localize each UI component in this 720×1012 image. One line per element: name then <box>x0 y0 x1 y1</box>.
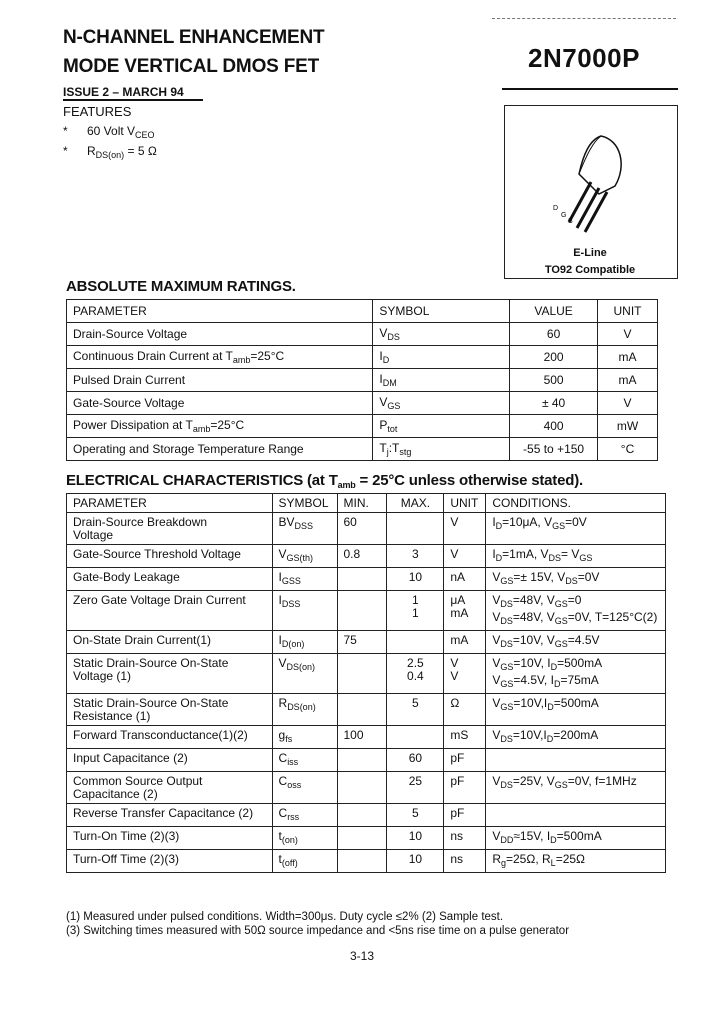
unit-cell <box>444 827 486 850</box>
symbol-cell <box>272 749 337 772</box>
max-cell <box>387 850 444 873</box>
conditions-cell <box>486 726 666 749</box>
table-row <box>67 726 666 749</box>
feature-subscript: DS(on) <box>95 150 125 160</box>
unit-cell <box>444 804 486 827</box>
footnote-1: (1) Measured under pulsed conditions. Width=300μs. Duty cycle ≤2% (2) Sample test. <box>66 911 504 923</box>
max-cell <box>387 545 444 568</box>
unit-value-2: mA <box>450 606 469 620</box>
parameter-suffix: =25°C <box>250 349 285 363</box>
table-row <box>67 827 666 850</box>
max-cell <box>387 631 444 654</box>
parameter-line-1: Turn-Off Time (2)(3) <box>73 852 180 866</box>
table-row <box>67 346 658 369</box>
parameter-suffix: =25°C <box>210 418 245 432</box>
min-cell <box>337 568 387 591</box>
header-unit: UNIT <box>598 300 658 323</box>
symbol-text-2: :T <box>388 441 400 455</box>
symbol-cell <box>272 513 337 545</box>
table-row <box>67 772 666 804</box>
symbol-cell <box>272 631 337 654</box>
condition-line-1: $V_{DS}=48V$, $V_{GS}=0$ <box>492 593 582 609</box>
symbol-cell <box>272 545 337 568</box>
symbol-subscript: D(on) <box>281 639 305 649</box>
header-parameter: PARAMETER <box>67 494 273 513</box>
parameter-text: Continuous Drain Current at T <box>73 349 233 363</box>
max-value: 10 <box>408 570 423 584</box>
condition-line-1: $V_{DS}=10V,I_D=200mA$ <box>492 728 599 744</box>
max-cell <box>387 568 444 591</box>
parameter-cell <box>67 438 373 461</box>
abs-max-table <box>66 299 658 461</box>
parameter-line-2: Capacitance (2) <box>73 787 158 801</box>
parameter-cell <box>67 827 273 850</box>
unit-cell: V <box>598 323 658 346</box>
unit-cell <box>444 850 486 873</box>
symbol-subscript: DSS <box>281 599 301 609</box>
max-value: 25 <box>408 774 423 788</box>
symbol-text: T <box>379 441 387 455</box>
unit-value: ns <box>450 852 464 866</box>
max-value: 2.5 <box>407 656 424 670</box>
value-cell: -55 to +150 <box>510 438 598 461</box>
table-row <box>67 749 666 772</box>
conditions-cell <box>486 850 666 873</box>
unit-cell <box>444 513 486 545</box>
min-cell <box>337 804 387 827</box>
table-row <box>67 850 666 873</box>
max-value: 1 <box>412 593 419 607</box>
symbol-text: I <box>379 372 383 386</box>
header-max: MAX. <box>387 494 444 513</box>
max-value: 5 <box>412 806 419 820</box>
min-cell: 75 <box>337 631 387 654</box>
feature-bullet: * <box>63 124 68 138</box>
parameter-text: Gate-Source Voltage <box>73 396 185 410</box>
conditions-cell <box>486 804 666 827</box>
condition-line-2: $V_{GS}=4.5V$, $I_D=75mA$ <box>492 673 599 689</box>
min-cell <box>337 654 387 694</box>
title-line-2: MODE VERTICAL DMOS FET <box>63 56 319 77</box>
conditions-cell <box>486 827 666 850</box>
features-heading: FEATURES <box>63 104 132 119</box>
parameter-line-1: Forward Transconductance(1)(2) <box>73 728 248 742</box>
symbol-subscript: DM <box>382 378 397 388</box>
parameter-text: Drain-Source Voltage <box>73 327 188 341</box>
max-cell <box>387 827 444 850</box>
parameter-cell <box>67 392 373 415</box>
max-cell <box>387 726 444 749</box>
symbol-text: V <box>379 326 388 340</box>
issue-line: ISSUE 2 – MARCH 94 <box>63 85 184 99</box>
symbol-text: V <box>278 547 287 561</box>
unit-value: V <box>450 656 459 670</box>
unit-value: nA <box>450 570 466 584</box>
conditions-cell <box>486 772 666 804</box>
symbol-subscript: GS <box>387 401 401 411</box>
symbol-subscript: DS <box>387 332 400 342</box>
electrical-heading-sub: amb <box>337 480 356 490</box>
min-cell <box>337 772 387 804</box>
parameter-line-1: On-State Drain Current(1) <box>73 633 212 647</box>
parameter-text: Operating and Storage Temperature Range <box>73 442 304 456</box>
min-cell <box>337 694 387 726</box>
unit-cell <box>444 654 486 694</box>
symbol-subscript: (off) <box>281 858 298 868</box>
symbol-subscript: D <box>382 355 390 365</box>
symbol-subscript: oss <box>287 780 302 790</box>
symbol-cell <box>373 438 510 461</box>
parameter-cell <box>67 631 273 654</box>
table-row <box>67 415 658 438</box>
unit-cell <box>444 631 486 654</box>
condition-line-1: $V_{DS}=25V$, $V_{GS}=0V$, f=1MHz <box>492 774 637 790</box>
table-row <box>67 591 666 631</box>
max-value: 3 <box>412 547 419 561</box>
unit-value: pF <box>450 751 465 765</box>
symbol-text: I <box>278 593 282 607</box>
issue-rule <box>63 99 203 101</box>
conditions-cell <box>486 591 666 631</box>
symbol-text: V <box>379 395 388 409</box>
parameter-text: Power Dissipation at T <box>73 418 193 432</box>
parameter-subscript: amb <box>232 355 251 365</box>
max-cell <box>387 654 444 694</box>
table-header-row <box>67 494 666 513</box>
min-cell: 100 <box>337 726 387 749</box>
symbol-cell <box>272 568 337 591</box>
condition-line-1: $I_D=10\mu A$, $V_{GS}=0V$ <box>492 515 587 531</box>
abs-max-heading: ABSOLUTE MAXIMUM RATINGS. <box>66 278 296 295</box>
parameter-line-1: Common Source Output <box>73 774 203 788</box>
conditions-cell <box>486 749 666 772</box>
symbol-cell <box>373 369 510 392</box>
unit-cell: mW <box>598 415 658 438</box>
electrical-heading <box>66 472 583 490</box>
symbol-cell <box>272 850 337 873</box>
symbol-text: C <box>278 806 288 820</box>
parameter-cell <box>67 415 373 438</box>
parameter-cell <box>67 513 273 545</box>
unit-value: Ω <box>450 696 460 710</box>
part-number-rule <box>502 88 678 90</box>
feature-subscript: CEO <box>135 130 155 140</box>
symbol-text: C <box>278 774 288 788</box>
conditions-cell <box>486 545 666 568</box>
max-value: 60 <box>408 751 423 765</box>
symbol-cell <box>373 346 510 369</box>
symbol-cell <box>272 591 337 631</box>
value-cell: 400 <box>510 415 598 438</box>
unit-value: pF <box>450 774 465 788</box>
symbol-subscript: DS(on) <box>287 702 316 712</box>
condition-line-1: $R_g=25\Omega$, $R_L=25\Omega$ <box>492 852 586 868</box>
min-cell: 0.8 <box>337 545 387 568</box>
unit-cell: V <box>598 392 658 415</box>
feature-text: R <box>87 144 96 158</box>
conditions-cell <box>486 694 666 726</box>
unit-cell <box>444 749 486 772</box>
conditions-cell <box>486 654 666 694</box>
unit-value: V <box>450 547 459 561</box>
table-row <box>67 392 658 415</box>
parameter-line-1: Static Drain-Source On-State <box>73 656 229 670</box>
max-cell <box>387 591 444 631</box>
max-cell <box>387 513 444 545</box>
table-row <box>67 694 666 726</box>
symbol-subscript: (on) <box>281 835 298 845</box>
parameter-cell <box>67 850 273 873</box>
parameter-line-1: Input Capacitance (2) <box>73 751 188 765</box>
symbol-cell <box>272 827 337 850</box>
parameter-cell <box>67 545 273 568</box>
table-row <box>67 631 666 654</box>
abs-max-body <box>67 323 658 461</box>
conditions-cell <box>486 568 666 591</box>
value-cell: 60 <box>510 323 598 346</box>
symbol-cell <box>272 772 337 804</box>
unit-cell <box>444 772 486 804</box>
feature-suffix: = 5 Ω <box>124 144 157 158</box>
min-cell: 60 <box>337 513 387 545</box>
parameter-cell <box>67 369 373 392</box>
value-cell: ± 40 <box>510 392 598 415</box>
parameter-cell <box>67 323 373 346</box>
symbol-subscript: tot <box>387 424 398 434</box>
parameter-line-1: Gate-Source Threshold Voltage <box>73 547 241 561</box>
symbol-cell <box>272 804 337 827</box>
unit-cell <box>444 726 486 749</box>
unit-value: mA <box>450 633 469 647</box>
parameter-line-2: Voltage (1) <box>73 669 132 683</box>
table-header-row <box>67 300 658 323</box>
symbol-text: I <box>379 349 383 363</box>
max-cell <box>387 772 444 804</box>
unit-cell <box>444 591 486 631</box>
parameter-line-2: Resistance (1) <box>73 709 151 723</box>
symbol-cell <box>272 694 337 726</box>
max-cell <box>387 694 444 726</box>
parameter-text: Pulsed Drain Current <box>73 373 186 387</box>
electrical-table <box>66 493 666 873</box>
table-row <box>67 804 666 827</box>
header-symbol: SYMBOL <box>373 300 510 323</box>
min-cell <box>337 591 387 631</box>
min-cell <box>337 850 387 873</box>
symbol-text: BV <box>278 515 295 529</box>
unit-value: pF <box>450 806 465 820</box>
package-caption-1: E-Line <box>573 247 607 259</box>
unit-cell <box>444 694 486 726</box>
max-value: 5 <box>412 696 419 710</box>
unit-value: ns <box>450 829 464 843</box>
unit-value: mS <box>450 728 469 742</box>
parameter-cell <box>67 591 273 631</box>
pin-label-g: G <box>561 212 567 219</box>
parameter-subscript: amb <box>192 424 211 434</box>
table-row <box>67 369 658 392</box>
feature-bullet: * <box>63 144 68 158</box>
feature-item <box>63 124 155 140</box>
symbol-text: V <box>278 656 287 670</box>
symbol-text: R <box>278 696 288 710</box>
max-cell <box>387 749 444 772</box>
page-number: 3-13 <box>350 949 375 963</box>
symbol-subscript-2: stg <box>399 447 412 457</box>
symbol-subscript: iss <box>287 757 299 767</box>
symbol-text: P <box>379 418 388 432</box>
condition-line-1: $V_{GS}=10V,I_D=500mA$ <box>492 696 599 712</box>
symbol-text: C <box>278 751 288 765</box>
pin-label-d: D <box>553 205 559 212</box>
parameter-line-1: Zero Gate Voltage Drain Current <box>73 593 246 607</box>
package-caption-2: TO92 Compatible <box>544 264 636 276</box>
value-cell: 200 <box>510 346 598 369</box>
unit-cell: mA <box>598 346 658 369</box>
top-dashed-rule <box>492 18 676 19</box>
parameter-line-2: Voltage <box>73 528 114 542</box>
symbol-cell <box>272 654 337 694</box>
symbol-cell <box>373 415 510 438</box>
condition-line-1: $I_D=1mA$, $V_{DS}= V_{GS}$ <box>492 547 593 563</box>
max-value-2: 1 <box>412 606 419 620</box>
header-value: VALUE <box>510 300 598 323</box>
min-cell <box>337 749 387 772</box>
max-value-2: 0.4 <box>407 669 424 683</box>
footnote-2: (3) Switching times measured with 50Ω source impedance and <5ns rise time on a pulse generator <box>66 925 570 937</box>
symbol-subscript: DSS <box>294 521 314 531</box>
unit-cell: °C <box>598 438 658 461</box>
min-cell <box>337 827 387 850</box>
table-row <box>67 323 658 346</box>
unit-value: μA <box>450 593 466 607</box>
footnotes <box>66 910 569 938</box>
condition-line-2: $V_{DS}=48V$, $V_{GS}=0V$, T=125°C(2) <box>492 610 658 626</box>
electrical-heading-suffix: = 25°C unless otherwise stated). <box>355 472 583 489</box>
symbol-text: g <box>278 728 286 742</box>
condition-line-1: $V_{GS}=10V$, $I_D=500mA$ <box>492 656 603 672</box>
table-row <box>67 568 666 591</box>
parameter-cell <box>67 654 273 694</box>
part-number: 2N7000P <box>528 43 640 73</box>
pin-label-s: S <box>568 218 573 225</box>
table-row <box>67 513 666 545</box>
symbol-text: t <box>278 829 282 843</box>
table-row <box>67 545 666 568</box>
symbol-cell <box>272 726 337 749</box>
header-min: MIN. <box>337 494 387 513</box>
symbol-subscript: fs <box>285 734 293 744</box>
header-parameter: PARAMETER <box>67 300 373 323</box>
parameter-cell <box>67 772 273 804</box>
table-row <box>67 438 658 461</box>
parameter-line-1: Static Drain-Source On-State <box>73 696 229 710</box>
feature-item <box>63 144 157 160</box>
symbol-cell <box>373 392 510 415</box>
parameter-line-1: Gate-Body Leakage <box>73 570 180 584</box>
unit-cell <box>444 545 486 568</box>
table-row <box>67 654 666 694</box>
symbol-text: I <box>278 633 282 647</box>
max-value: 10 <box>408 829 423 843</box>
parameter-line-1: Drain-Source Breakdown <box>73 515 208 529</box>
electrical-heading-text: ELECTRICAL CHARACTERISTICS (at T <box>66 472 338 489</box>
parameter-cell <box>67 694 273 726</box>
symbol-subscript: GS(th) <box>286 553 314 563</box>
condition-line-1: $V_{DS}=10V$, $V_{GS}=4.5V$ <box>492 633 600 649</box>
symbol-text: I <box>278 570 282 584</box>
parameter-line-1: Reverse Transfer Capacitance (2) <box>73 806 254 820</box>
parameter-cell <box>67 568 273 591</box>
unit-value: V <box>450 515 459 529</box>
value-cell: 500 <box>510 369 598 392</box>
symbol-cell <box>373 323 510 346</box>
unit-cell: mA <box>598 369 658 392</box>
symbol-subscript: rss <box>287 812 300 822</box>
conditions-cell <box>486 631 666 654</box>
max-cell <box>387 804 444 827</box>
unit-cell <box>444 568 486 591</box>
symbol-subscript: DS(on) <box>286 662 316 672</box>
conditions-cell <box>486 513 666 545</box>
parameter-line-1: Turn-On Time (2)(3) <box>73 829 180 843</box>
max-value: 10 <box>408 852 423 866</box>
header-unit: UNIT <box>444 494 486 513</box>
feature-text: 60 Volt V <box>87 124 136 138</box>
condition-line-1: $V_{GS}=\pm 15V$, $V_{DS}=0V$ <box>492 570 600 586</box>
symbol-text: t <box>278 852 282 866</box>
parameter-cell <box>67 804 273 827</box>
title-line-1: N-CHANNEL ENHANCEMENT <box>63 27 325 48</box>
header-symbol: SYMBOL <box>272 494 337 513</box>
parameter-cell <box>67 726 273 749</box>
parameter-cell <box>67 749 273 772</box>
condition-line-1: $V_{DD}\approx 15V$, $I_D=500mA$ <box>492 829 602 845</box>
unit-value-2: V <box>450 669 459 683</box>
symbol-subscript: GSS <box>281 576 301 586</box>
symbol-subscript: j <box>386 447 389 457</box>
electrical-body <box>67 513 666 873</box>
header-conditions: CONDITIONS. <box>486 494 666 513</box>
parameter-cell <box>67 346 373 369</box>
